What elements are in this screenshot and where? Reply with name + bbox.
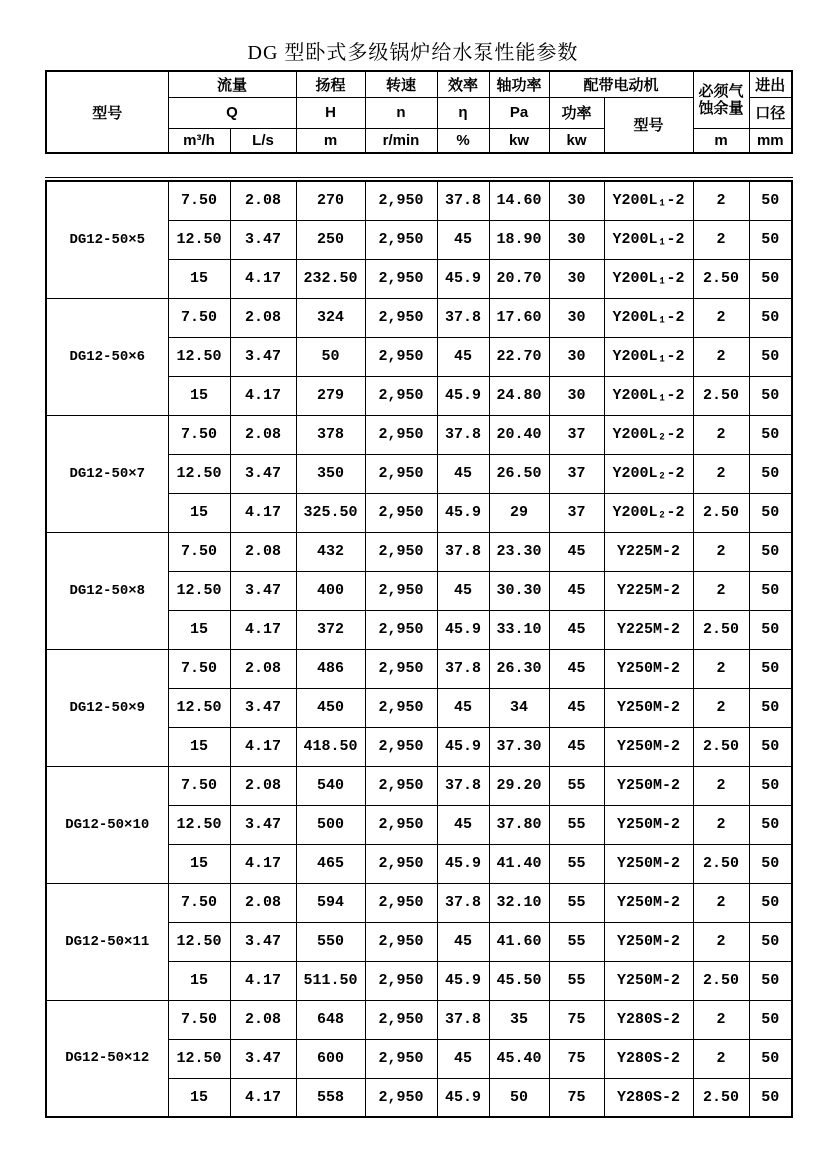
data-cell: 2,950 — [365, 337, 437, 376]
data-cell: 2 — [693, 571, 749, 610]
data-cell: Y225M-2 — [604, 532, 693, 571]
data-cell: 2.50 — [693, 376, 749, 415]
header-shaft-power-unit: kw — [489, 128, 549, 153]
data-cell: 45.9 — [437, 1078, 489, 1117]
data-cell: 45 — [437, 220, 489, 259]
table-row — [46, 532, 792, 571]
data-cell: 2,950 — [365, 454, 437, 493]
data-cell: 45.40 — [489, 1039, 549, 1078]
data-cell: 7.50 — [168, 883, 230, 922]
data-cell: 2,950 — [365, 376, 437, 415]
data-cell: 45 — [549, 688, 604, 727]
data-cell: 30 — [549, 259, 604, 298]
data-cell: 2.08 — [230, 415, 296, 454]
data-cell: 50 — [749, 337, 792, 376]
data-cell: 4.17 — [230, 376, 296, 415]
data-cell: 45.9 — [437, 259, 489, 298]
data-cell: 325.50 — [296, 493, 365, 532]
data-cell: 2 — [693, 1000, 749, 1039]
header-efficiency-unit: % — [437, 128, 489, 153]
data-cell: 550 — [296, 922, 365, 961]
data-cell: 32.10 — [489, 883, 549, 922]
data-cell: Y250M-2 — [604, 649, 693, 688]
data-cell: 432 — [296, 532, 365, 571]
pump-model-cell: DG12-50×6 — [46, 298, 168, 415]
data-cell: 2.50 — [693, 844, 749, 883]
data-cell: 2.08 — [230, 532, 296, 571]
data-cell: 2,950 — [365, 961, 437, 1000]
data-cell: 37 — [549, 493, 604, 532]
header-npsh — [693, 71, 749, 128]
data-cell: 55 — [549, 766, 604, 805]
data-cell: 20.40 — [489, 415, 549, 454]
data-cell: 37.8 — [437, 649, 489, 688]
data-cell: 418.50 — [296, 727, 365, 766]
data-cell: Y200L₁-2 — [604, 337, 693, 376]
data-cell: 37.8 — [437, 766, 489, 805]
data-cell: 15 — [168, 1078, 230, 1117]
data-cell: 7.50 — [168, 415, 230, 454]
header-npsh-unit: m — [693, 128, 749, 153]
data-cell: 14.60 — [489, 181, 549, 220]
data-cell: 3.47 — [230, 454, 296, 493]
data-cell: 465 — [296, 844, 365, 883]
data-cell: 4.17 — [230, 844, 296, 883]
data-cell: 2 — [693, 649, 749, 688]
data-cell: 2 — [693, 1039, 749, 1078]
data-cell: 2,950 — [365, 688, 437, 727]
data-cell: 500 — [296, 805, 365, 844]
data-cell: 45.50 — [489, 961, 549, 1000]
data-cell: 400 — [296, 571, 365, 610]
data-cell: 511.50 — [296, 961, 365, 1000]
data-cell: 45.9 — [437, 610, 489, 649]
data-cell: 4.17 — [230, 610, 296, 649]
data-cell: 15 — [168, 610, 230, 649]
data-cell: 2 — [693, 805, 749, 844]
data-cell: 41.60 — [489, 922, 549, 961]
data-cell: Y225M-2 — [604, 610, 693, 649]
data-cell: 2,950 — [365, 766, 437, 805]
data-cell: 7.50 — [168, 298, 230, 337]
table-row — [46, 766, 792, 805]
data-cell: 12.50 — [168, 922, 230, 961]
data-cell: 540 — [296, 766, 365, 805]
data-cell: 12.50 — [168, 454, 230, 493]
data-cell: 37.8 — [437, 532, 489, 571]
data-cell: 50 — [749, 532, 792, 571]
data-cell: 45 — [437, 922, 489, 961]
data-cell: 23.30 — [489, 532, 549, 571]
data-cell: 2.50 — [693, 727, 749, 766]
header-flow-unit-ls: L/s — [230, 128, 296, 153]
data-cell: 2.08 — [230, 1000, 296, 1039]
header-shaft-power-symbol: Pa — [489, 97, 549, 128]
data-cell: 30 — [549, 376, 604, 415]
header-motor-model: 型号 — [604, 97, 693, 153]
data-cell: 33.10 — [489, 610, 549, 649]
data-cell: 45 — [437, 688, 489, 727]
data-cell: 41.40 — [489, 844, 549, 883]
data-cell: 12.50 — [168, 220, 230, 259]
data-cell: 4.17 — [230, 1078, 296, 1117]
data-cell: 2 — [693, 181, 749, 220]
data-cell: 7.50 — [168, 181, 230, 220]
data-cell: 3.47 — [230, 688, 296, 727]
data-cell: 2.50 — [693, 1078, 749, 1117]
data-cell: 18.90 — [489, 220, 549, 259]
pump-model-cell: DG12-50×12 — [46, 1000, 168, 1117]
data-cell: 2,950 — [365, 1039, 437, 1078]
header-head-symbol: H — [296, 97, 365, 128]
data-cell: 2,950 — [365, 610, 437, 649]
data-cell: 2 — [693, 688, 749, 727]
data-cell: 2.50 — [693, 961, 749, 1000]
data-cell: 2.08 — [230, 298, 296, 337]
data-cell: 2,950 — [365, 532, 437, 571]
data-cell: Y200L₁-2 — [604, 376, 693, 415]
table-row — [46, 298, 792, 337]
data-cell: 55 — [549, 883, 604, 922]
data-cell: 324 — [296, 298, 365, 337]
pump-model-cell: DG12-50×5 — [46, 181, 168, 298]
header-motor-power-unit: kw — [549, 128, 604, 153]
data-cell: 3.47 — [230, 337, 296, 376]
data-cell: 7.50 — [168, 649, 230, 688]
data-cell: 2,950 — [365, 181, 437, 220]
data-cell: Y250M-2 — [604, 961, 693, 1000]
table-body-block — [45, 177, 793, 1118]
data-cell: 2 — [693, 883, 749, 922]
data-cell: 12.50 — [168, 1039, 230, 1078]
table-row — [46, 415, 792, 454]
data-cell: 2 — [693, 220, 749, 259]
data-cell: 30 — [549, 337, 604, 376]
data-cell: 2 — [693, 766, 749, 805]
data-cell: 2.50 — [693, 259, 749, 298]
data-cell: 30 — [549, 181, 604, 220]
data-cell: 15 — [168, 376, 230, 415]
data-table — [45, 180, 793, 1118]
data-cell: 3.47 — [230, 1039, 296, 1078]
data-cell: 7.50 — [168, 766, 230, 805]
data-table-body — [46, 181, 792, 1117]
data-cell: 50 — [296, 337, 365, 376]
data-cell: 29.20 — [489, 766, 549, 805]
data-cell: 45 — [437, 454, 489, 493]
header-flow-symbol: Q — [168, 97, 296, 128]
data-cell: 4.17 — [230, 259, 296, 298]
data-cell: 45 — [437, 571, 489, 610]
data-cell: Y200L₂-2 — [604, 493, 693, 532]
data-cell: 2,950 — [365, 493, 437, 532]
data-cell: 30 — [549, 298, 604, 337]
data-cell: 50 — [749, 766, 792, 805]
data-cell: 2.08 — [230, 883, 296, 922]
data-cell: 3.47 — [230, 220, 296, 259]
data-cell: 50 — [749, 610, 792, 649]
data-cell: 50 — [749, 259, 792, 298]
data-cell: 2.08 — [230, 649, 296, 688]
header-port-unit: mm — [749, 128, 792, 153]
data-cell: 648 — [296, 1000, 365, 1039]
data-cell: 2 — [693, 532, 749, 571]
data-cell: 34 — [489, 688, 549, 727]
data-cell: Y280S-2 — [604, 1039, 693, 1078]
data-cell: 600 — [296, 1039, 365, 1078]
data-cell: 2,950 — [365, 844, 437, 883]
data-cell: 50 — [749, 805, 792, 844]
data-cell: Y250M-2 — [604, 688, 693, 727]
pump-model-cell: DG12-50×10 — [46, 766, 168, 883]
header-port-line1: 进出 — [749, 71, 792, 97]
data-cell: 17.60 — [489, 298, 549, 337]
data-cell: 37.8 — [437, 883, 489, 922]
table-row — [46, 1000, 792, 1039]
data-cell: 50 — [749, 181, 792, 220]
data-cell: 2 — [693, 922, 749, 961]
header-head: 扬程 — [296, 71, 365, 97]
data-cell: 45.9 — [437, 844, 489, 883]
data-cell: 3.47 — [230, 805, 296, 844]
data-cell: 2.08 — [230, 181, 296, 220]
data-cell: 29 — [489, 493, 549, 532]
data-cell: 50 — [749, 415, 792, 454]
data-cell: Y200L₁-2 — [604, 220, 693, 259]
header-npsh-line2: 蚀余量 — [698, 99, 744, 117]
data-cell: 12.50 — [168, 688, 230, 727]
data-cell: 37.8 — [437, 1000, 489, 1039]
data-cell: 7.50 — [168, 1000, 230, 1039]
data-cell: 2 — [693, 337, 749, 376]
header-efficiency-symbol: η — [437, 97, 489, 128]
data-cell: 55 — [549, 961, 604, 1000]
data-cell: 50 — [749, 727, 792, 766]
data-cell: 2,950 — [365, 571, 437, 610]
data-cell: Y250M-2 — [604, 922, 693, 961]
data-cell: 12.50 — [168, 571, 230, 610]
header-row-1 — [46, 71, 792, 97]
data-cell: 2 — [693, 298, 749, 337]
data-cell: 55 — [549, 922, 604, 961]
data-cell: Y280S-2 — [604, 1078, 693, 1117]
data-cell: 50 — [749, 454, 792, 493]
data-cell: 45 — [437, 805, 489, 844]
data-cell: Y200L₂-2 — [604, 415, 693, 454]
data-cell: 30.30 — [489, 571, 549, 610]
header-port-line2: 口径 — [749, 97, 792, 128]
data-cell: Y200L₁-2 — [604, 259, 693, 298]
data-cell: 45 — [549, 571, 604, 610]
data-cell: 486 — [296, 649, 365, 688]
data-cell: 558 — [296, 1078, 365, 1117]
data-cell: 2,950 — [365, 1078, 437, 1117]
header-table — [45, 70, 793, 154]
data-cell: 50 — [749, 1078, 792, 1117]
data-cell: 24.80 — [489, 376, 549, 415]
data-cell: Y250M-2 — [604, 883, 693, 922]
data-cell: Y200L₂-2 — [604, 454, 693, 493]
data-cell: 350 — [296, 454, 365, 493]
header-shaft-power: 轴功率 — [489, 71, 549, 97]
data-cell: 26.30 — [489, 649, 549, 688]
table-row — [46, 649, 792, 688]
table-row — [46, 181, 792, 220]
data-cell: 50 — [749, 571, 792, 610]
header-flow: 流量 — [168, 71, 296, 97]
data-cell: 50 — [749, 688, 792, 727]
data-cell: 50 — [749, 649, 792, 688]
data-cell: 2,950 — [365, 1000, 437, 1039]
data-cell: 37.80 — [489, 805, 549, 844]
data-cell: Y250M-2 — [604, 805, 693, 844]
data-cell: 15 — [168, 493, 230, 532]
header-pump-model: 型号 — [46, 71, 168, 153]
data-cell: 55 — [549, 844, 604, 883]
header-motor-power: 功率 — [549, 97, 604, 128]
data-cell: 12.50 — [168, 337, 230, 376]
header-npsh-line1: 必须气 — [698, 82, 744, 100]
data-cell: 15 — [168, 961, 230, 1000]
data-cell: Y250M-2 — [604, 766, 693, 805]
header-head-unit: m — [296, 128, 365, 153]
data-cell: 2,950 — [365, 649, 437, 688]
data-cell: 50 — [749, 220, 792, 259]
header-flow-unit-m3h: m³/h — [168, 128, 230, 153]
header-efficiency: 效率 — [437, 71, 489, 97]
data-cell: 270 — [296, 181, 365, 220]
data-cell: 2,950 — [365, 883, 437, 922]
data-cell: 45.9 — [437, 493, 489, 532]
data-cell: 45 — [549, 727, 604, 766]
page-title: DG 型卧式多级锅炉给水泵性能参数 — [247, 42, 579, 64]
data-cell: 37.8 — [437, 298, 489, 337]
header-speed-unit: r/min — [365, 128, 437, 153]
data-cell: 2.08 — [230, 766, 296, 805]
data-cell: 12.50 — [168, 805, 230, 844]
header-motor: 配带电动机 — [549, 71, 693, 97]
pump-model-cell: DG12-50×9 — [46, 649, 168, 766]
data-cell: 2.50 — [693, 610, 749, 649]
data-cell: 2 — [693, 415, 749, 454]
data-cell: 50 — [749, 493, 792, 532]
data-cell: 45 — [437, 337, 489, 376]
data-cell: 15 — [168, 259, 230, 298]
data-cell: 35 — [489, 1000, 549, 1039]
data-cell: 232.50 — [296, 259, 365, 298]
table-header-block — [45, 70, 793, 154]
data-cell: 50 — [489, 1078, 549, 1117]
data-cell: 2,950 — [365, 415, 437, 454]
data-cell: 50 — [749, 883, 792, 922]
data-cell: 2 — [693, 454, 749, 493]
data-cell: 372 — [296, 610, 365, 649]
data-cell: 37 — [549, 454, 604, 493]
data-cell: 4.17 — [230, 727, 296, 766]
data-cell: 26.50 — [489, 454, 549, 493]
data-cell: 45.9 — [437, 376, 489, 415]
data-cell: 37.8 — [437, 181, 489, 220]
data-cell: 15 — [168, 844, 230, 883]
data-cell: 45 — [549, 649, 604, 688]
data-cell: 4.17 — [230, 961, 296, 1000]
table-row — [46, 883, 792, 922]
data-cell: 450 — [296, 688, 365, 727]
data-cell: 50 — [749, 298, 792, 337]
data-cell: 2.50 — [693, 493, 749, 532]
data-cell: 7.50 — [168, 532, 230, 571]
data-cell: 50 — [749, 376, 792, 415]
data-cell: 50 — [749, 844, 792, 883]
data-cell: 37 — [549, 415, 604, 454]
data-cell: 594 — [296, 883, 365, 922]
data-cell: 45 — [437, 1039, 489, 1078]
pump-model-cell: DG12-50×8 — [46, 532, 168, 649]
pump-model-cell: DG12-50×11 — [46, 883, 168, 1000]
data-cell: 2,950 — [365, 259, 437, 298]
data-cell: 37.8 — [437, 415, 489, 454]
data-cell: 50 — [749, 1000, 792, 1039]
header-speed: 转速 — [365, 71, 437, 97]
data-cell: Y250M-2 — [604, 727, 693, 766]
data-cell: 75 — [549, 1000, 604, 1039]
data-cell: 279 — [296, 376, 365, 415]
data-cell: 15 — [168, 727, 230, 766]
data-cell: Y250M-2 — [604, 844, 693, 883]
data-cell: 30 — [549, 220, 604, 259]
data-cell: 50 — [749, 1039, 792, 1078]
data-cell: 45 — [549, 610, 604, 649]
data-cell: 2,950 — [365, 220, 437, 259]
data-cell: 37.30 — [489, 727, 549, 766]
data-cell: 250 — [296, 220, 365, 259]
data-cell: 2,950 — [365, 727, 437, 766]
data-cell: 3.47 — [230, 922, 296, 961]
data-cell: 4.17 — [230, 493, 296, 532]
header-speed-symbol: n — [365, 97, 437, 128]
data-cell: 75 — [549, 1039, 604, 1078]
data-cell: 378 — [296, 415, 365, 454]
data-cell: 75 — [549, 1078, 604, 1117]
data-cell: 3.47 — [230, 571, 296, 610]
data-cell: Y200L₁-2 — [604, 298, 693, 337]
data-cell: 45.9 — [437, 961, 489, 1000]
pump-model-cell: DG12-50×7 — [46, 415, 168, 532]
data-cell: 2,950 — [365, 922, 437, 961]
data-cell: 22.70 — [489, 337, 549, 376]
data-cell: 55 — [549, 805, 604, 844]
data-cell: 20.70 — [489, 259, 549, 298]
data-cell: 45.9 — [437, 727, 489, 766]
data-cell: 45 — [549, 532, 604, 571]
data-cell: 2,950 — [365, 298, 437, 337]
data-cell: 50 — [749, 961, 792, 1000]
data-cell: Y225M-2 — [604, 571, 693, 610]
data-cell: Y280S-2 — [604, 1000, 693, 1039]
data-cell: 50 — [749, 922, 792, 961]
data-cell: 2,950 — [365, 805, 437, 844]
data-cell: Y200L₁-2 — [604, 181, 693, 220]
